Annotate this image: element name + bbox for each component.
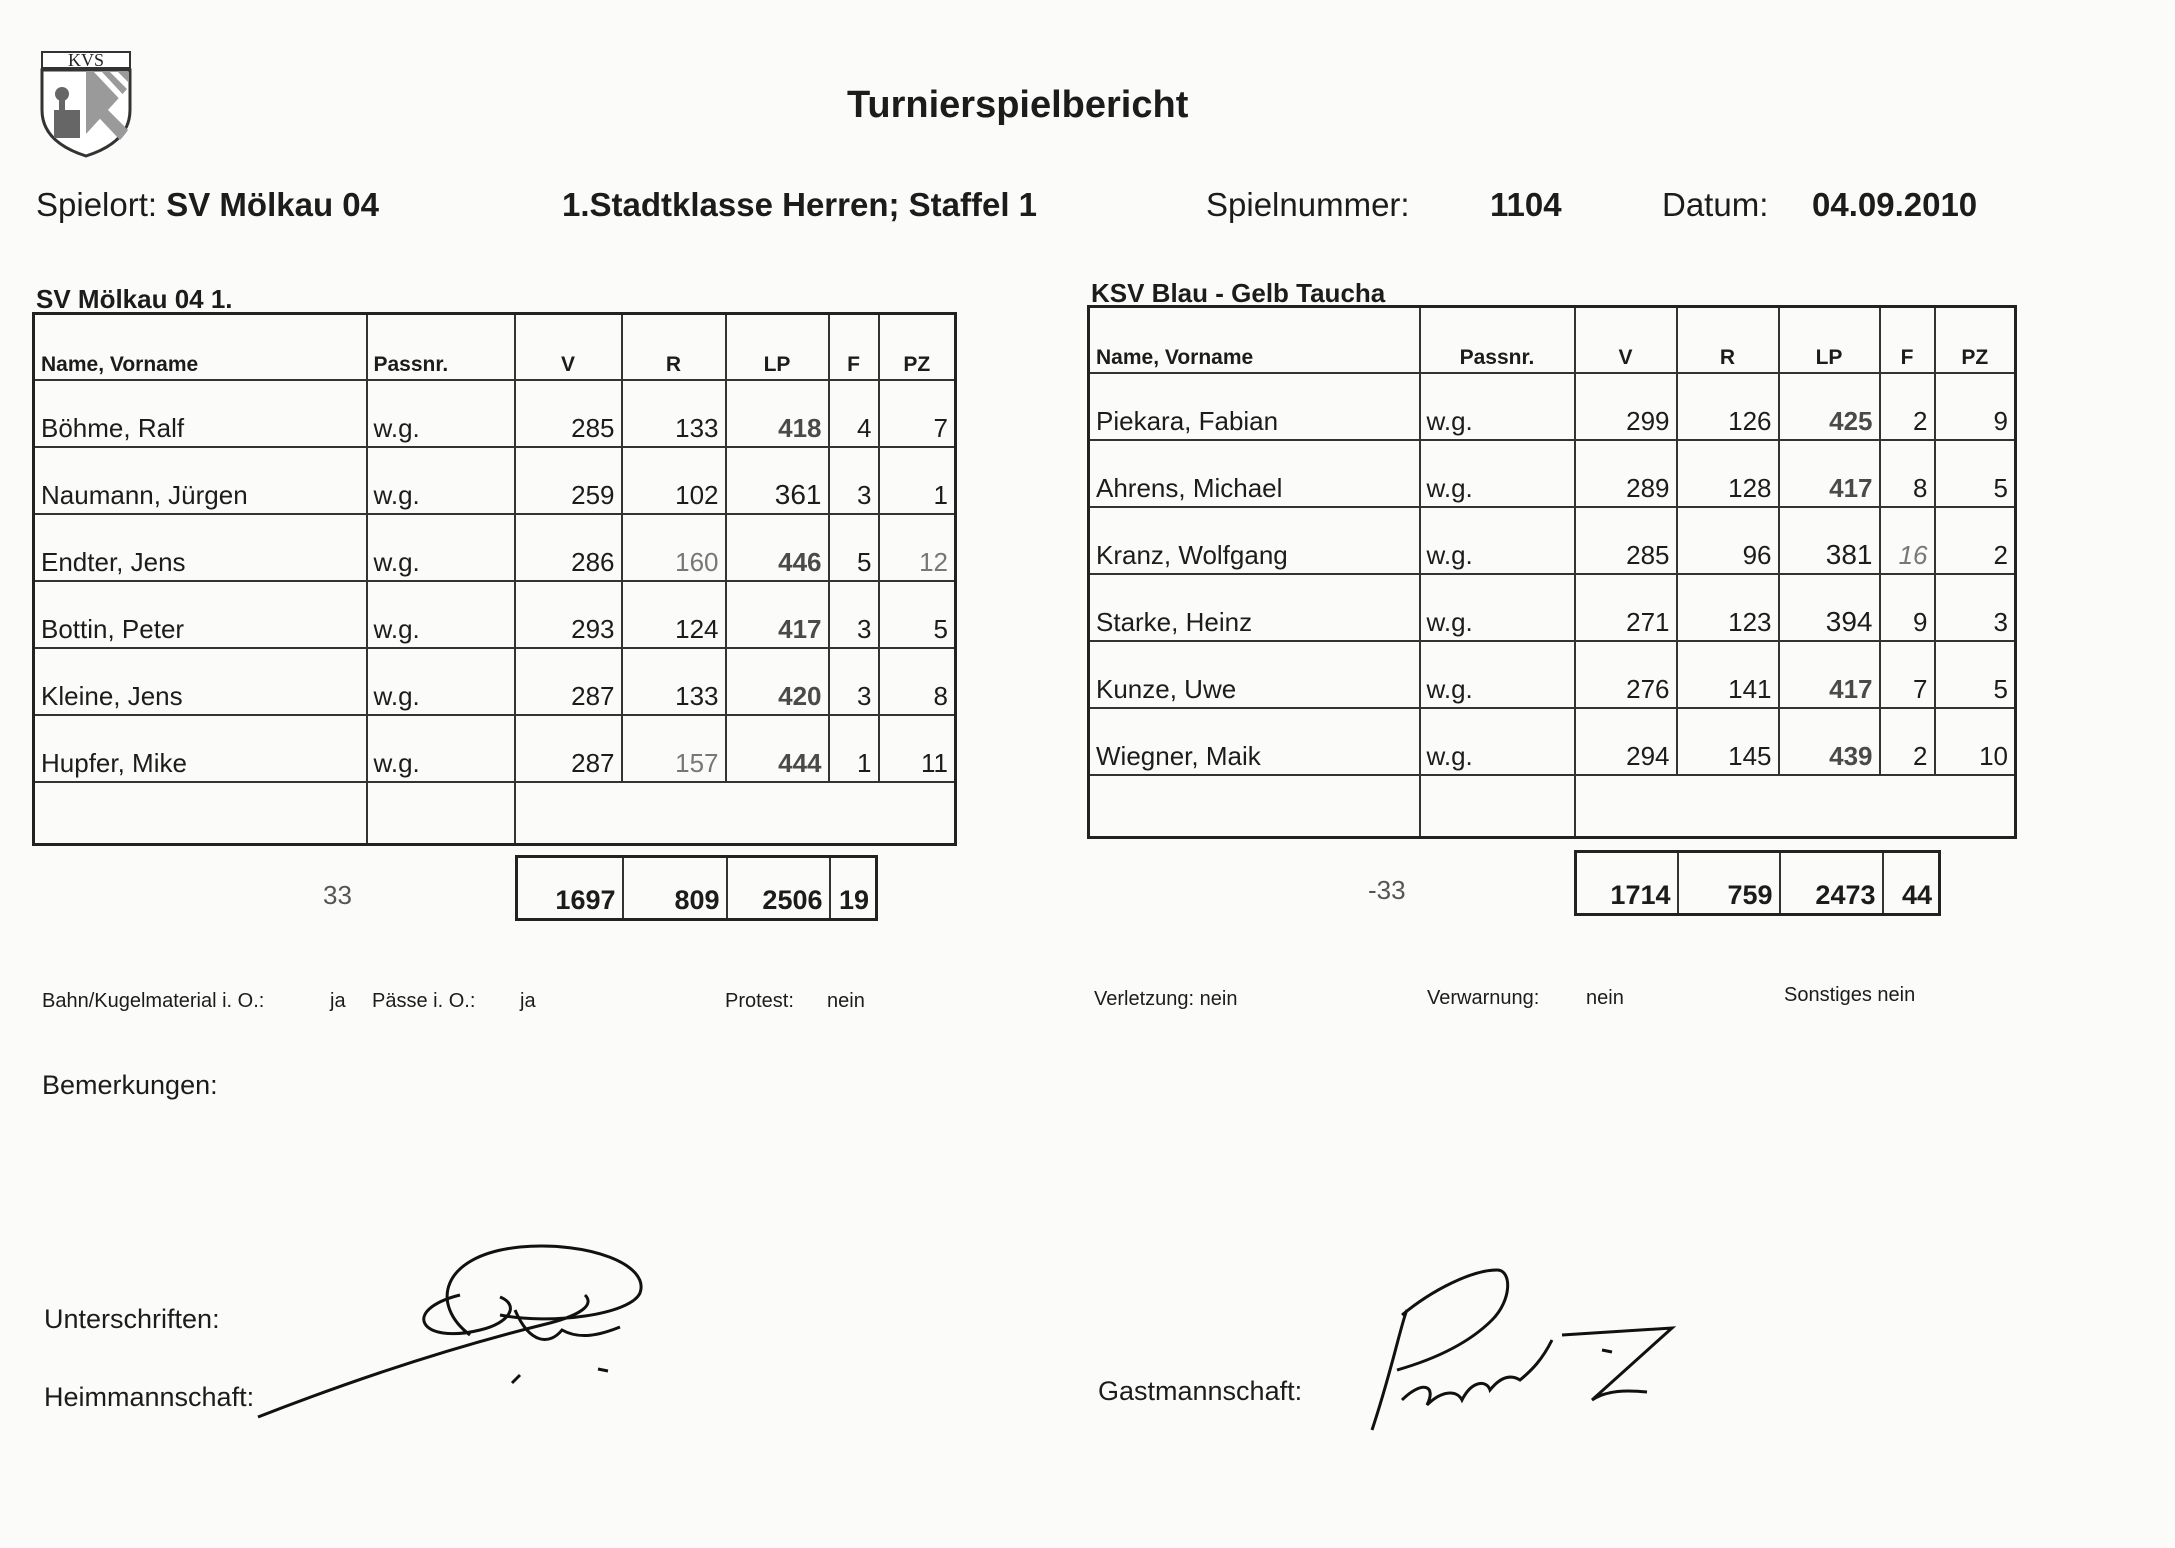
home-signature — [250, 1235, 690, 1425]
player-row — [1089, 574, 2016, 641]
column-header-v: V — [515, 314, 622, 381]
player-pz: 3 — [1935, 574, 2016, 641]
lanes-value: ja — [330, 990, 346, 1012]
player-f: 5 — [829, 514, 879, 581]
column-header-pass: Passnr. — [1420, 307, 1575, 374]
player-f: 7 — [1880, 641, 1935, 708]
other-field: Sonstiges nein — [1784, 984, 1916, 1006]
location-field — [36, 186, 379, 224]
date-value: 04.09.2010 — [1812, 186, 1978, 223]
player-f: 2 — [1880, 708, 1935, 775]
location-label: Spielort: — [36, 186, 158, 223]
injury-field: Verletzung: nein — [1094, 988, 1238, 1010]
player-v: 286 — [515, 514, 622, 581]
player-pass: w.g. — [367, 380, 515, 447]
player-lp: 444 — [726, 715, 829, 782]
player-pass: w.g. — [367, 447, 515, 514]
player-f: 2 — [1880, 373, 1935, 440]
player-row — [1089, 440, 2016, 507]
player-v: 289 — [1575, 440, 1677, 507]
column-header-name: Name, Vorname — [34, 314, 367, 381]
match-number-label: Spielnummer: — [1206, 186, 1410, 223]
player-name: Kranz, Wolfgang — [1089, 507, 1420, 574]
guest-total-r: 759 — [1678, 852, 1780, 915]
guest-total-v: 1714 — [1576, 852, 1678, 915]
player-r: 126 — [1677, 373, 1779, 440]
page-title: Turnierspielbericht — [847, 84, 1189, 126]
player-v: 287 — [515, 648, 622, 715]
guest-team-table — [1087, 305, 2017, 839]
player-lp: 417 — [1779, 641, 1880, 708]
home-total-v: 1697 — [517, 857, 623, 920]
player-r: 128 — [1677, 440, 1779, 507]
guest-total-f: 44 — [1883, 852, 1940, 915]
player-name: Kleine, Jens — [34, 648, 367, 715]
column-header-lp: LP — [726, 314, 829, 381]
player-name: Naumann, Jürgen — [34, 447, 367, 514]
player-pass: w.g. — [367, 648, 515, 715]
player-v: 293 — [515, 581, 622, 648]
column-header-f: F — [829, 314, 879, 381]
player-pass: w.g. — [1420, 641, 1575, 708]
column-header-pass: Passnr. — [367, 314, 515, 381]
player-r: 141 — [1677, 641, 1779, 708]
player-row — [1089, 507, 2016, 574]
player-pass: w.g. — [367, 581, 515, 648]
player-pz: 1 — [879, 447, 956, 514]
home-team-table — [32, 312, 957, 846]
player-name: Hupfer, Mike — [34, 715, 367, 782]
column-header-lp: LP — [1779, 307, 1880, 374]
player-v: 299 — [1575, 373, 1677, 440]
player-lp: 418 — [726, 380, 829, 447]
player-pz: 12 — [879, 514, 956, 581]
player-f: 16 — [1880, 507, 1935, 574]
player-r: 133 — [622, 380, 726, 447]
home-totals — [515, 855, 878, 921]
player-name: Böhme, Ralf — [34, 380, 367, 447]
league-name: 1.Stadtklasse Herren; Staffel 1 — [562, 186, 1038, 223]
remarks-label: Bemerkungen: — [42, 1070, 218, 1100]
player-pz: 2 — [1935, 507, 2016, 574]
empty-row — [1089, 775, 2016, 838]
player-row — [1089, 641, 2016, 708]
player-row — [1089, 708, 2016, 775]
player-v: 276 — [1575, 641, 1677, 708]
player-lp: 361 — [726, 447, 829, 514]
protest-label: Protest: — [725, 990, 794, 1012]
guest-signature — [1362, 1240, 1692, 1440]
date-label: Datum: — [1662, 186, 1769, 223]
kvs-logo — [34, 48, 138, 158]
player-pass: w.g. — [367, 715, 515, 782]
warning-label: Verwarnung: — [1427, 987, 1540, 1009]
player-pz: 10 — [1935, 708, 2016, 775]
guest-totals — [1574, 850, 1941, 916]
player-name: Endter, Jens — [34, 514, 367, 581]
player-r: 123 — [1677, 574, 1779, 641]
player-f: 3 — [829, 581, 879, 648]
player-pass: w.g. — [1420, 440, 1575, 507]
player-pz: 11 — [879, 715, 956, 782]
player-v: 285 — [515, 380, 622, 447]
lanes-label: Bahn/Kugelmaterial i. O.: — [42, 990, 265, 1012]
logo-text: KVS — [67, 50, 105, 70]
player-lp: 417 — [1779, 440, 1880, 507]
guest-signature-label: Gastmannschaft: — [1098, 1376, 1303, 1406]
player-lp: 394 — [1779, 574, 1880, 641]
player-r: 133 — [622, 648, 726, 715]
table-header-row — [1089, 307, 2016, 374]
player-lp: 425 — [1779, 373, 1880, 440]
player-r: 145 — [1677, 708, 1779, 775]
player-name: Wiegner, Maik — [1089, 708, 1420, 775]
signatures-label: Unterschriften: — [44, 1304, 220, 1334]
player-pass: w.g. — [1420, 507, 1575, 574]
player-lp: 446 — [726, 514, 829, 581]
player-pz: 5 — [1935, 440, 2016, 507]
player-row — [34, 715, 956, 782]
passes-value: ja — [520, 990, 536, 1012]
player-name: Ahrens, Michael — [1089, 440, 1420, 507]
player-row — [1089, 373, 2016, 440]
player-name: Bottin, Peter — [34, 581, 367, 648]
column-header-pz: PZ — [1935, 307, 2016, 374]
player-r: 96 — [1677, 507, 1779, 574]
column-header-pz: PZ — [879, 314, 956, 381]
player-r: 124 — [622, 581, 726, 648]
player-pz: 5 — [879, 581, 956, 648]
player-pz: 5 — [1935, 641, 2016, 708]
match-number: 1104 — [1490, 186, 1562, 223]
player-v: 271 — [1575, 574, 1677, 641]
player-lp: 381 — [1779, 507, 1880, 574]
player-r: 102 — [622, 447, 726, 514]
home-total-lp: 2506 — [727, 857, 830, 920]
player-f: 9 — [1880, 574, 1935, 641]
home-total-f: 19 — [830, 857, 877, 920]
location-value: SV Mölkau 04 — [166, 186, 379, 223]
player-pass: w.g. — [367, 514, 515, 581]
player-row — [34, 648, 956, 715]
player-name: Kunze, Uwe — [1089, 641, 1420, 708]
player-f: 3 — [829, 447, 879, 514]
player-r: 157 — [622, 715, 726, 782]
warning-value: nein — [1586, 987, 1624, 1009]
player-lp: 420 — [726, 648, 829, 715]
player-pass: w.g. — [1420, 708, 1575, 775]
guest-total-lp: 2473 — [1780, 852, 1883, 915]
home-total-r: 809 — [623, 857, 727, 920]
player-f: 1 — [829, 715, 879, 782]
player-pz: 9 — [1935, 373, 2016, 440]
player-name: Piekara, Fabian — [1089, 373, 1420, 440]
empty-row — [34, 782, 956, 845]
player-v: 285 — [1575, 507, 1677, 574]
player-f: 3 — [829, 648, 879, 715]
player-row — [34, 581, 956, 648]
player-pz: 7 — [879, 380, 956, 447]
column-header-r: R — [622, 314, 726, 381]
home-team-name: SV Mölkau 04 1. — [36, 284, 233, 314]
player-v: 259 — [515, 447, 622, 514]
player-row — [34, 514, 956, 581]
protest-value: nein — [827, 990, 865, 1012]
player-lp: 439 — [1779, 708, 1880, 775]
player-row — [34, 447, 956, 514]
column-header-v: V — [1575, 307, 1677, 374]
player-pz: 8 — [879, 648, 956, 715]
player-v: 294 — [1575, 708, 1677, 775]
player-pass: w.g. — [1420, 373, 1575, 440]
column-header-r: R — [1677, 307, 1779, 374]
player-lp: 417 — [726, 581, 829, 648]
player-pass: w.g. — [1420, 574, 1575, 641]
home-signature-label: Heimmannschaft: — [44, 1382, 255, 1412]
player-r: 160 — [622, 514, 726, 581]
column-header-f: F — [1880, 307, 1935, 374]
guest-pin-difference: -33 — [1368, 875, 1406, 905]
player-name: Starke, Heinz — [1089, 574, 1420, 641]
player-f: 4 — [829, 380, 879, 447]
column-header-name: Name, Vorname — [1089, 307, 1420, 374]
player-row — [34, 380, 956, 447]
table-header-row — [34, 314, 956, 381]
player-v: 287 — [515, 715, 622, 782]
player-f: 8 — [1880, 440, 1935, 507]
guest-team-name: KSV Blau - Gelb Taucha — [1091, 278, 1386, 308]
home-pin-difference: 33 — [323, 880, 352, 910]
passes-label: Pässe i. O.: — [372, 990, 476, 1012]
